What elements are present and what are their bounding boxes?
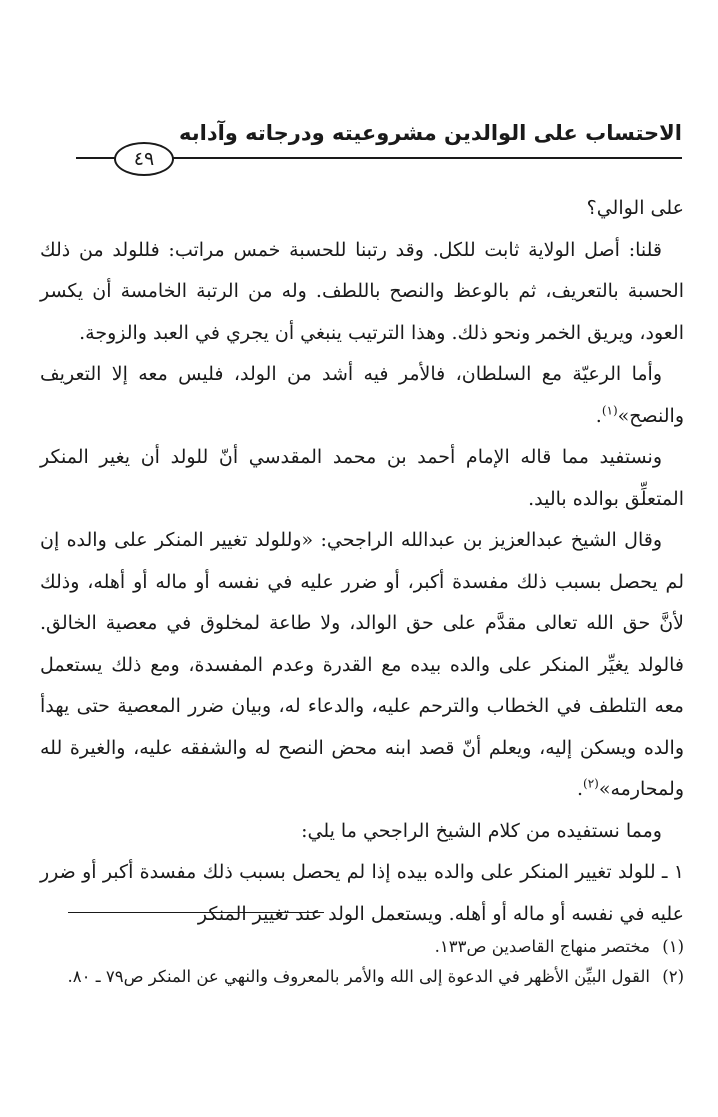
paragraph — [40, 520, 684, 811]
page-number: ٤٩ — [114, 142, 174, 176]
footnote-separator — [68, 912, 324, 913]
footnotes — [40, 932, 684, 992]
paragraph-end: . — [595, 404, 602, 427]
footnote — [40, 962, 684, 992]
footnote-text: القول البيِّن الأظهر في الدعوة إلى الله والأمر بالمعروف والنهي عن المنكر ص٧٩ ـ ٨٠. — [67, 967, 650, 986]
main-text — [40, 188, 684, 935]
footnote — [40, 932, 684, 962]
footnote-reference: (١) — [601, 403, 618, 418]
paragraph: قلنا: أصل الولاية ثابت للكل. وقد رتبنا للحسبة خمس مراتب: فللولد من ذلك الحسبة بالتعريف، ثم بالوعظ والنصح باللطف. وله من الرتبة الخامسة أن يكسر العود، ويريق الخمر ونحو ذلك. وهذا الترتيب ينبغي أن يجري في العبد والزوجة. — [40, 238, 684, 344]
paragraph-text: وأما الرعيّة مع السلطان، فالأمر فيه أشد من الولد، فليس معه إلا التعريف والنصح» — [40, 363, 684, 427]
paragraph: ومما نستفيده من كلام الشيخ الراجحي ما يلي: — [301, 819, 662, 842]
paragraph-end: . — [576, 778, 583, 800]
paragraph: ونستفيد مما قاله الإمام أحمد بن محمد المقدسي أنّ للولد أن يغير المنكر المتعلِّق بوالده باليد. — [40, 446, 684, 510]
footnote-text: مختصر منهاج القاصدين ص١٣٣. — [434, 937, 650, 956]
footnote-marker: (٢) — [662, 967, 684, 986]
footnote-reference: (٢) — [583, 776, 599, 791]
running-header-title: الاحتساب على الوالدين مشروعيته ودرجاته وآدابه — [179, 121, 682, 145]
paragraph: ١ ـ للولد تغيير المنكر على والده بيده إذا لم يحصل بسبب ذلك مفسدة أكبر أو ضرر عليه في نفسه أو ماله أو أهله. ويستعمل الولد عند تغيير المنكر — [40, 861, 684, 925]
paragraph: على الوالي؟ — [586, 197, 684, 219]
paragraph — [40, 354, 684, 437]
footnote-marker: (١) — [662, 937, 684, 956]
paragraph-text: وقال الشيخ عبدالعزيز بن عبدالله الراجحي: «وللولد تغيير المنكر على والده إن لم يحصل بسبب ذلك مفسدة أكبر، أو ضرر عليه في نفسه أو ماله أو أهله، وذلك لأنَّ حق الله تعالى مقدَّم على حق الوالد، ولا طاعة لمخلوق في معصية الخالق. فالولد يغيِّر المنكر على والده بيده مع القدرة وعدم المفسدة، ومع ذلك يستعمل معه التلطف في الخطاب والترحم عليه، والدعاء له، وبيان ضرر المعصية حتى يهدأ والده ويسكن إليه، ويعلم أنّ قصد ابنه محض النصح له والشفقه عليه، والغيرة لله ولمحارمه» — [40, 529, 684, 800]
